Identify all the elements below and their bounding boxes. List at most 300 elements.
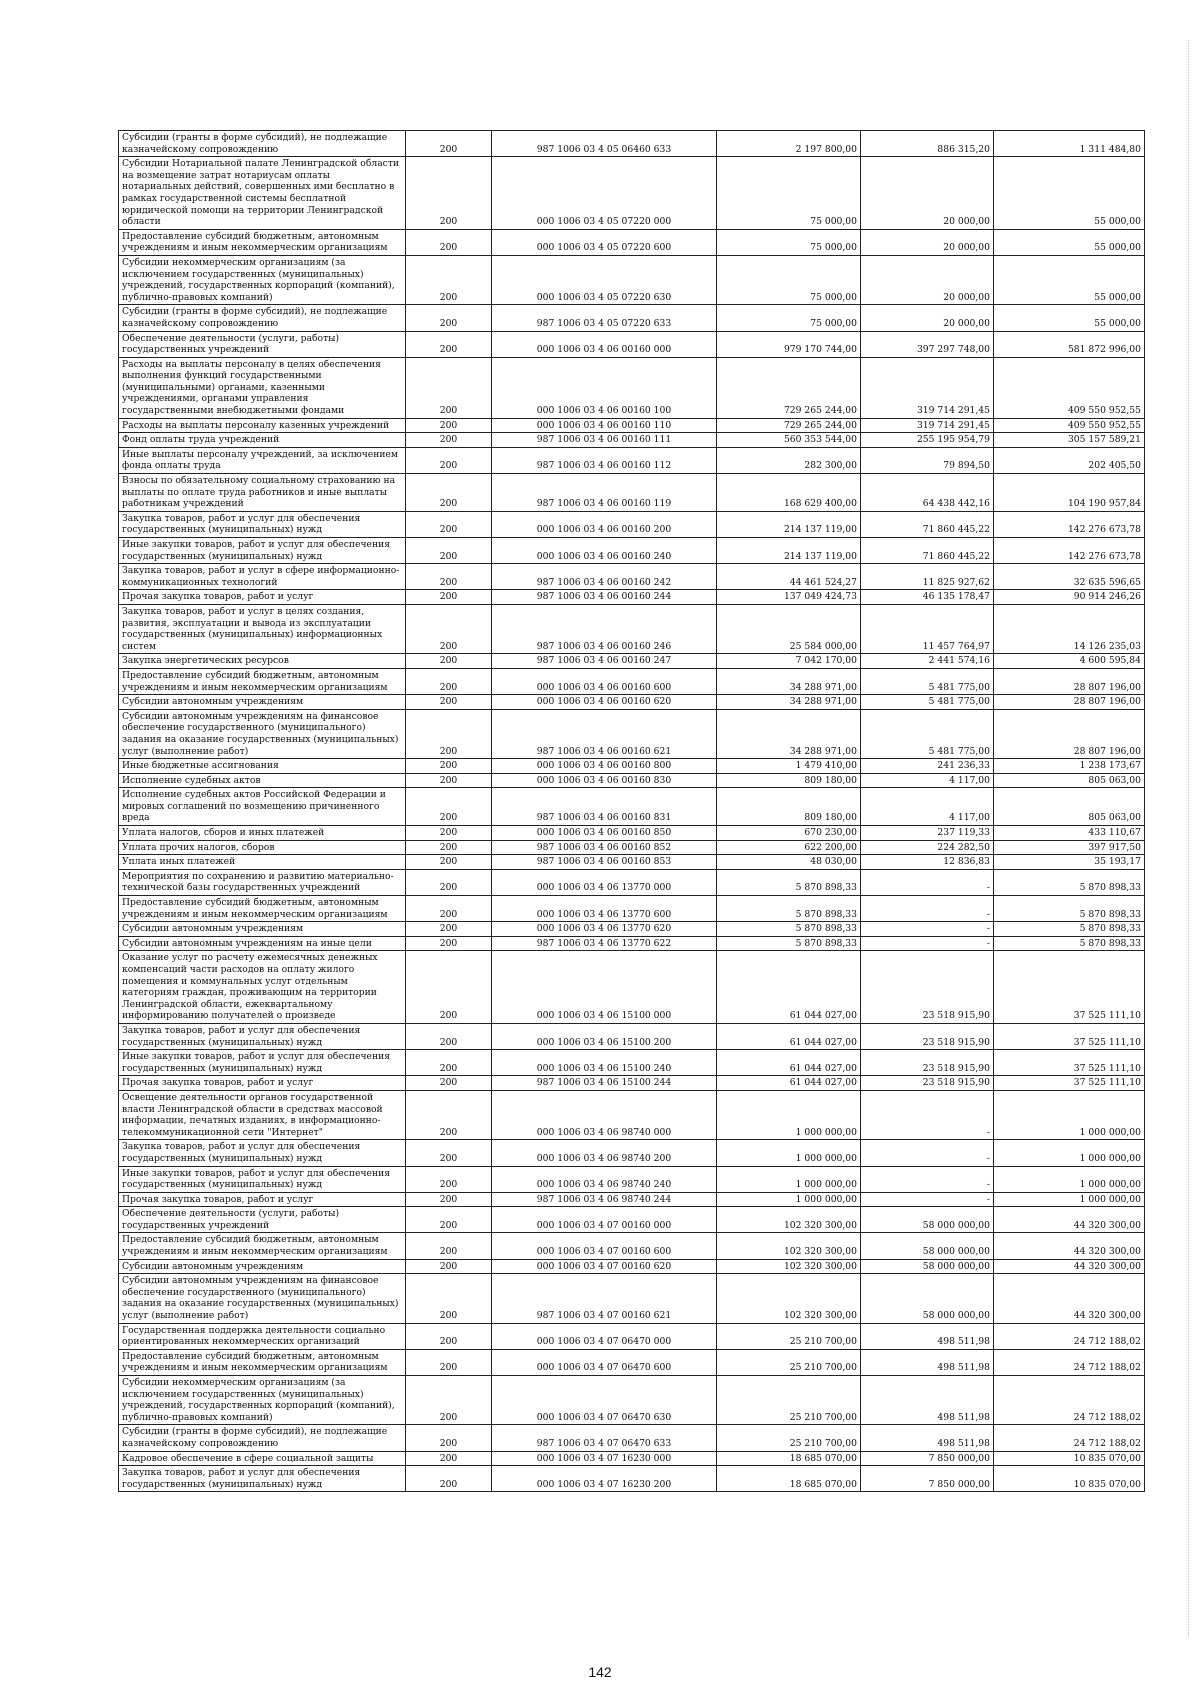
row-remaining-amount-cell: 55 000,00 (994, 157, 1145, 230)
row-classification-code-cell: 000 1006 03 4 06 15100 200 (492, 1023, 717, 1049)
row-name-cell: Прочая закупка товаров, работ и услуг (119, 590, 406, 605)
row-name-cell: Субсидии Нотариальной палате Ленинградской области на возмещение затрат нотариусам оплаты нотариальных действий, совершенных ими бесплатно в рамках государственной системы бесплатной юридической помощи на территории Ленинградской области (119, 157, 406, 230)
row-approved-amount-cell: 25 210 700,00 (717, 1349, 861, 1375)
table-row (119, 1259, 1145, 1274)
row-executed-amount-cell: - (861, 869, 994, 895)
row-approved-amount-cell: 729 265 244,00 (717, 418, 861, 433)
row-classification-code-cell: 000 1006 03 4 07 16230 000 (492, 1451, 717, 1466)
row-name-cell: Исполнение судебных актов Российской Федерации и мировых соглашений по возмещению причиненного вреда (119, 788, 406, 826)
row-line-code-cell: 200 (406, 1349, 492, 1375)
row-remaining-amount-cell: 433 110,67 (994, 826, 1145, 841)
row-name-cell: Кадровое обеспечение в сфере социальной защиты (119, 1451, 406, 1466)
row-name-cell: Иные выплаты персоналу учреждений, за исключением фонда оплаты труда (119, 447, 406, 473)
row-approved-amount-cell: 7 042 170,00 (717, 654, 861, 669)
row-line-code-cell: 200 (406, 896, 492, 922)
row-remaining-amount-cell: 37 525 111,10 (994, 1023, 1145, 1049)
row-remaining-amount-cell: 805 063,00 (994, 788, 1145, 826)
row-classification-code-cell: 000 1006 03 4 06 00160 100 (492, 357, 717, 418)
row-classification-code-cell: 987 1006 03 4 07 06470 633 (492, 1425, 717, 1451)
table-row (119, 1076, 1145, 1091)
row-approved-amount-cell: 1 000 000,00 (717, 1140, 861, 1166)
table-row (119, 1451, 1145, 1466)
row-remaining-amount-cell: 5 870 898,33 (994, 896, 1145, 922)
row-classification-code-cell: 987 1006 03 4 06 15100 244 (492, 1076, 717, 1091)
page-number: 142 (588, 1664, 612, 1680)
row-line-code-cell: 200 (406, 788, 492, 826)
row-remaining-amount-cell: 10 835 070,00 (994, 1466, 1145, 1492)
row-classification-code-cell: 000 1006 03 4 06 00160 620 (492, 695, 717, 710)
row-executed-amount-cell: - (861, 1166, 994, 1192)
row-remaining-amount-cell: 409 550 952,55 (994, 418, 1145, 433)
row-classification-code-cell: 000 1006 03 4 07 06470 000 (492, 1323, 717, 1349)
row-classification-code-cell: 000 1006 03 4 07 06470 600 (492, 1349, 717, 1375)
row-executed-amount-cell: - (861, 1090, 994, 1139)
row-executed-amount-cell: 4 117,00 (861, 788, 994, 826)
row-line-code-cell: 200 (406, 654, 492, 669)
row-executed-amount-cell: 498 511,98 (861, 1323, 994, 1349)
row-line-code-cell: 200 (406, 951, 492, 1024)
row-name-cell: Иные закупки товаров, работ и услуг для обеспечения государственных (муниципальных) нужд (119, 1050, 406, 1076)
row-line-code-cell: 200 (406, 131, 492, 157)
row-approved-amount-cell: 75 000,00 (717, 305, 861, 331)
row-line-code-cell: 200 (406, 1376, 492, 1425)
table-row (119, 1349, 1145, 1375)
row-approved-amount-cell: 1 000 000,00 (717, 1166, 861, 1192)
row-line-code-cell: 200 (406, 1323, 492, 1349)
row-line-code-cell: 200 (406, 1259, 492, 1274)
row-approved-amount-cell: 18 685 070,00 (717, 1451, 861, 1466)
row-line-code-cell: 200 (406, 1050, 492, 1076)
row-classification-code-cell: 000 1006 03 4 07 00160 600 (492, 1233, 717, 1259)
row-executed-amount-cell: 11 457 764,97 (861, 604, 994, 653)
row-approved-amount-cell: 75 000,00 (717, 255, 861, 304)
table-row (119, 1166, 1145, 1192)
row-remaining-amount-cell: 28 807 196,00 (994, 709, 1145, 758)
table-row (119, 511, 1145, 537)
row-approved-amount-cell: 102 320 300,00 (717, 1233, 861, 1259)
row-line-code-cell: 200 (406, 538, 492, 564)
row-name-cell: Субсидии автономным учреждениям (119, 1259, 406, 1274)
row-executed-amount-cell: - (861, 922, 994, 937)
row-line-code-cell: 200 (406, 695, 492, 710)
row-classification-code-cell: 000 1006 03 4 06 13770 600 (492, 896, 717, 922)
table-row (119, 773, 1145, 788)
row-remaining-amount-cell: 55 000,00 (994, 229, 1145, 255)
row-classification-code-cell: 987 1006 03 4 06 00160 244 (492, 590, 717, 605)
row-line-code-cell: 200 (406, 1166, 492, 1192)
row-approved-amount-cell: 25 210 700,00 (717, 1376, 861, 1425)
row-name-cell: Предоставление субсидий бюджетным, автономным учреждениям и иным некоммерческим организациям (119, 668, 406, 694)
row-classification-code-cell: 987 1006 03 4 06 00160 246 (492, 604, 717, 653)
row-line-code-cell: 200 (406, 1274, 492, 1323)
row-name-cell: Оказание услуг по расчету ежемесячных денежных компенсаций части расходов на оплату жилого помещения и коммунальных услуг отдельным категориям граждан, проживающим на территории Ленинградской области, ежеквартальному информированию получателей о произведе (119, 951, 406, 1024)
table-row (119, 1207, 1145, 1233)
row-classification-code-cell: 000 1006 03 4 06 98740 200 (492, 1140, 717, 1166)
row-name-cell: Закупка товаров, работ и услуг для обеспечения государственных (муниципальных) нужд (119, 1140, 406, 1166)
row-line-code-cell: 200 (406, 709, 492, 758)
row-line-code-cell: 200 (406, 474, 492, 512)
row-line-code-cell: 200 (406, 1466, 492, 1492)
row-executed-amount-cell: 58 000 000,00 (861, 1207, 994, 1233)
row-approved-amount-cell: 61 044 027,00 (717, 1023, 861, 1049)
table-row (119, 564, 1145, 590)
row-executed-amount-cell: 319 714 291,45 (861, 357, 994, 418)
row-classification-code-cell: 000 1006 03 4 06 98740 000 (492, 1090, 717, 1139)
table-row (119, 922, 1145, 937)
table-row (119, 447, 1145, 473)
row-classification-code-cell: 987 1006 03 4 06 98740 244 (492, 1192, 717, 1207)
row-approved-amount-cell: 5 870 898,33 (717, 869, 861, 895)
row-remaining-amount-cell: 104 190 957,84 (994, 474, 1145, 512)
row-line-code-cell: 200 (406, 1207, 492, 1233)
row-approved-amount-cell: 809 180,00 (717, 788, 861, 826)
table-row (119, 433, 1145, 448)
table-row (119, 474, 1145, 512)
table-row (119, 157, 1145, 230)
row-remaining-amount-cell: 397 917,50 (994, 840, 1145, 855)
row-remaining-amount-cell: 28 807 196,00 (994, 668, 1145, 694)
row-name-cell: Иные закупки товаров, работ и услуг для обеспечения государственных (муниципальных) нужд (119, 1166, 406, 1192)
table-row (119, 229, 1145, 255)
row-remaining-amount-cell: 5 870 898,33 (994, 936, 1145, 951)
row-executed-amount-cell: 58 000 000,00 (861, 1274, 994, 1323)
row-line-code-cell: 200 (406, 1451, 492, 1466)
row-remaining-amount-cell: 14 126 235,03 (994, 604, 1145, 653)
row-approved-amount-cell: 214 137 119,00 (717, 511, 861, 537)
row-classification-code-cell: 987 1006 03 4 05 06460 633 (492, 131, 717, 157)
table-row (119, 1192, 1145, 1207)
row-approved-amount-cell: 25 584 000,00 (717, 604, 861, 653)
row-executed-amount-cell: 11 825 927,62 (861, 564, 994, 590)
row-classification-code-cell: 000 1006 03 4 07 06470 630 (492, 1376, 717, 1425)
row-executed-amount-cell: 46 135 178,47 (861, 590, 994, 605)
table-row (119, 1274, 1145, 1323)
row-remaining-amount-cell: 55 000,00 (994, 255, 1145, 304)
row-executed-amount-cell: - (861, 1140, 994, 1166)
row-executed-amount-cell: 12 836,83 (861, 855, 994, 870)
row-line-code-cell: 200 (406, 229, 492, 255)
row-remaining-amount-cell: 24 712 188,02 (994, 1376, 1145, 1425)
row-line-code-cell: 200 (406, 936, 492, 951)
row-executed-amount-cell: - (861, 896, 994, 922)
row-executed-amount-cell: 241 236,33 (861, 759, 994, 774)
row-approved-amount-cell: 44 461 524,27 (717, 564, 861, 590)
row-remaining-amount-cell: 44 320 300,00 (994, 1207, 1145, 1233)
row-executed-amount-cell: 237 119,33 (861, 826, 994, 841)
row-remaining-amount-cell: 10 835 070,00 (994, 1451, 1145, 1466)
row-executed-amount-cell: - (861, 1192, 994, 1207)
table-row (119, 840, 1145, 855)
row-name-cell: Уплата прочих налогов, сборов (119, 840, 406, 855)
row-remaining-amount-cell: 90 914 246,26 (994, 590, 1145, 605)
row-classification-code-cell: 000 1006 03 4 06 00160 240 (492, 538, 717, 564)
table-row (119, 788, 1145, 826)
row-remaining-amount-cell: 409 550 952,55 (994, 357, 1145, 418)
row-line-code-cell: 200 (406, 418, 492, 433)
row-line-code-cell: 200 (406, 433, 492, 448)
row-approved-amount-cell: 75 000,00 (717, 229, 861, 255)
row-approved-amount-cell: 560 353 544,00 (717, 433, 861, 448)
row-name-cell: Предоставление субсидий бюджетным, автономным учреждениям и иным некоммерческим организациям (119, 1233, 406, 1259)
row-approved-amount-cell: 670 230,00 (717, 826, 861, 841)
row-line-code-cell: 200 (406, 331, 492, 357)
row-classification-code-cell: 987 1006 03 4 06 00160 621 (492, 709, 717, 758)
row-approved-amount-cell: 102 320 300,00 (717, 1274, 861, 1323)
row-remaining-amount-cell: 44 320 300,00 (994, 1274, 1145, 1323)
table-row (119, 869, 1145, 895)
row-remaining-amount-cell: 581 872 996,00 (994, 331, 1145, 357)
row-classification-code-cell: 987 1006 03 4 07 00160 621 (492, 1274, 717, 1323)
row-executed-amount-cell: 4 117,00 (861, 773, 994, 788)
table-row (119, 1323, 1145, 1349)
row-remaining-amount-cell: 1 000 000,00 (994, 1192, 1145, 1207)
table-row (119, 896, 1145, 922)
row-executed-amount-cell: 498 511,98 (861, 1425, 994, 1451)
row-classification-code-cell: 987 1006 03 4 06 00160 853 (492, 855, 717, 870)
row-remaining-amount-cell: 24 712 188,02 (994, 1349, 1145, 1375)
row-name-cell: Прочая закупка товаров, работ и услуг (119, 1076, 406, 1091)
row-line-code-cell: 200 (406, 1140, 492, 1166)
row-remaining-amount-cell: 55 000,00 (994, 305, 1145, 331)
table-row (119, 759, 1145, 774)
table-row (119, 855, 1145, 870)
row-approved-amount-cell: 979 170 744,00 (717, 331, 861, 357)
row-name-cell: Прочая закупка товаров, работ и услуг (119, 1192, 406, 1207)
row-classification-code-cell: 000 1006 03 4 05 07220 000 (492, 157, 717, 230)
row-executed-amount-cell: 58 000 000,00 (861, 1259, 994, 1274)
table-row (119, 1050, 1145, 1076)
row-classification-code-cell: 000 1006 03 4 07 16230 200 (492, 1466, 717, 1492)
table-row (119, 1376, 1145, 1425)
row-line-code-cell: 200 (406, 869, 492, 895)
row-line-code-cell: 200 (406, 855, 492, 870)
row-approved-amount-cell: 5 870 898,33 (717, 922, 861, 937)
row-name-cell: Субсидии автономным учреждениям на финансовое обеспечение государственного (муниципального) задания на оказание государственных (муниципальных) услуг (выполнение работ) (119, 1274, 406, 1323)
row-line-code-cell: 200 (406, 773, 492, 788)
row-name-cell: Субсидии некоммерческим организациям (за исключением государственных (муниципальных) учреждений, государственных корпораций (компаний), публично-правовых компаний) (119, 255, 406, 304)
row-classification-code-cell: 000 1006 03 4 06 13770 620 (492, 922, 717, 937)
row-executed-amount-cell: 498 511,98 (861, 1376, 994, 1425)
table-row (119, 1023, 1145, 1049)
row-classification-code-cell: 987 1006 03 4 06 13770 622 (492, 936, 717, 951)
row-name-cell: Субсидии автономным учреждениям (119, 922, 406, 937)
row-approved-amount-cell: 34 288 971,00 (717, 709, 861, 758)
row-remaining-amount-cell: 35 193,17 (994, 855, 1145, 870)
table-row (119, 357, 1145, 418)
row-remaining-amount-cell: 1 311 484,80 (994, 131, 1145, 157)
row-name-cell: Иные бюджетные ассигнования (119, 759, 406, 774)
row-line-code-cell: 200 (406, 840, 492, 855)
row-classification-code-cell: 000 1006 03 4 06 00160 110 (492, 418, 717, 433)
row-line-code-cell: 200 (406, 1076, 492, 1091)
row-classification-code-cell: 987 1006 03 4 06 00160 119 (492, 474, 717, 512)
row-classification-code-cell: 000 1006 03 4 06 15100 000 (492, 951, 717, 1024)
row-remaining-amount-cell: 44 320 300,00 (994, 1259, 1145, 1274)
row-remaining-amount-cell: 24 712 188,02 (994, 1425, 1145, 1451)
row-classification-code-cell: 000 1006 03 4 05 07220 630 (492, 255, 717, 304)
row-name-cell: Предоставление субсидий бюджетным, автономным учреждениям и иным некоммерческим организациям (119, 896, 406, 922)
row-approved-amount-cell: 168 629 400,00 (717, 474, 861, 512)
row-approved-amount-cell: 5 870 898,33 (717, 896, 861, 922)
row-line-code-cell: 200 (406, 1023, 492, 1049)
row-approved-amount-cell: 34 288 971,00 (717, 695, 861, 710)
row-executed-amount-cell: 64 438 442,16 (861, 474, 994, 512)
row-approved-amount-cell: 729 265 244,00 (717, 357, 861, 418)
table-row (119, 826, 1145, 841)
row-name-cell: Уплата иных платежей (119, 855, 406, 870)
row-remaining-amount-cell: 1 000 000,00 (994, 1090, 1145, 1139)
row-name-cell: Расходы на выплаты персоналу в целях обеспечения выполнения функций государственными (муниципальными) органами, казенными учреждениями, органами управления государственными внебюджетными фондами (119, 357, 406, 418)
row-name-cell: Закупка товаров, работ и услуг для обеспечения государственных (муниципальных) нужд (119, 1466, 406, 1492)
row-name-cell: Субсидии автономным учреждениям (119, 695, 406, 710)
row-approved-amount-cell: 1 479 410,00 (717, 759, 861, 774)
row-approved-amount-cell: 75 000,00 (717, 157, 861, 230)
row-line-code-cell: 200 (406, 1233, 492, 1259)
table-row (119, 1233, 1145, 1259)
row-name-cell: Субсидии некоммерческим организациям (за исключением государственных (муниципальных) учреждений, государственных корпораций (компаний), публично-правовых компаний) (119, 1376, 406, 1425)
row-line-code-cell: 200 (406, 1425, 492, 1451)
row-approved-amount-cell: 622 200,00 (717, 840, 861, 855)
row-executed-amount-cell: 23 518 915,90 (861, 951, 994, 1024)
row-classification-code-cell: 987 1006 03 4 06 00160 112 (492, 447, 717, 473)
row-remaining-amount-cell: 28 807 196,00 (994, 695, 1145, 710)
row-classification-code-cell: 000 1006 03 4 07 00160 620 (492, 1259, 717, 1274)
row-executed-amount-cell: 5 481 775,00 (861, 709, 994, 758)
row-line-code-cell: 200 (406, 604, 492, 653)
row-line-code-cell: 200 (406, 357, 492, 418)
table-row (119, 1466, 1145, 1492)
table-row (119, 951, 1145, 1024)
row-name-cell: Субсидии (гранты в форме субсидий), не подлежащие казначейскому сопровождению (119, 1425, 406, 1451)
row-remaining-amount-cell: 1 000 000,00 (994, 1140, 1145, 1166)
row-line-code-cell: 200 (406, 1192, 492, 1207)
row-approved-amount-cell: 61 044 027,00 (717, 1050, 861, 1076)
row-remaining-amount-cell: 5 870 898,33 (994, 869, 1145, 895)
row-remaining-amount-cell: 1 000 000,00 (994, 1166, 1145, 1192)
row-name-cell: Закупка товаров, работ и услуг в сфере информационно-коммуникационных технологий (119, 564, 406, 590)
row-approved-amount-cell: 282 300,00 (717, 447, 861, 473)
row-remaining-amount-cell: 4 600 595,84 (994, 654, 1145, 669)
row-executed-amount-cell: 5 481 775,00 (861, 668, 994, 694)
table-row (119, 709, 1145, 758)
row-classification-code-cell: 987 1006 03 4 06 00160 242 (492, 564, 717, 590)
table-row (119, 131, 1145, 157)
row-remaining-amount-cell: 32 635 596,65 (994, 564, 1145, 590)
row-name-cell: Исполнение судебных актов (119, 773, 406, 788)
row-name-cell: Уплата налогов, сборов и иных платежей (119, 826, 406, 841)
row-classification-code-cell: 000 1006 03 4 06 13770 000 (492, 869, 717, 895)
row-approved-amount-cell: 2 197 800,00 (717, 131, 861, 157)
row-approved-amount-cell: 18 685 070,00 (717, 1466, 861, 1492)
scan-edge-line (1188, 40, 1189, 1637)
row-line-code-cell: 200 (406, 1090, 492, 1139)
table-row (119, 668, 1145, 694)
row-name-cell: Закупка товаров, работ и услуг в целях создания, развития, эксплуатации и вывода из эксплуатации государственных (муниципальных) информационных систем (119, 604, 406, 653)
row-classification-code-cell: 000 1006 03 4 06 00160 830 (492, 773, 717, 788)
row-name-cell: Субсидии (гранты в форме субсидий), не подлежащие казначейскому сопровождению (119, 305, 406, 331)
row-classification-code-cell: 987 1006 03 4 06 00160 111 (492, 433, 717, 448)
table-body (119, 131, 1145, 1492)
table-row (119, 1090, 1145, 1139)
row-executed-amount-cell: 71 860 445,22 (861, 538, 994, 564)
row-line-code-cell: 200 (406, 759, 492, 774)
row-remaining-amount-cell: 142 276 673,78 (994, 538, 1145, 564)
row-approved-amount-cell: 137 049 424,73 (717, 590, 861, 605)
table-row (119, 604, 1145, 653)
row-remaining-amount-cell: 1 238 173,67 (994, 759, 1145, 774)
table-row (119, 538, 1145, 564)
row-name-cell: Фонд оплаты труда учреждений (119, 433, 406, 448)
budget-execution-table (118, 130, 1145, 1492)
row-executed-amount-cell: 7 850 000,00 (861, 1451, 994, 1466)
row-executed-amount-cell: 20 000,00 (861, 157, 994, 230)
row-remaining-amount-cell: 142 276 673,78 (994, 511, 1145, 537)
row-line-code-cell: 200 (406, 564, 492, 590)
table-row (119, 331, 1145, 357)
row-classification-code-cell: 987 1006 03 4 05 07220 633 (492, 305, 717, 331)
row-executed-amount-cell: 319 714 291,45 (861, 418, 994, 433)
row-executed-amount-cell: 20 000,00 (861, 305, 994, 331)
row-name-cell: Субсидии автономным учреждениям на иные цели (119, 936, 406, 951)
row-approved-amount-cell: 1 000 000,00 (717, 1192, 861, 1207)
row-line-code-cell: 200 (406, 826, 492, 841)
row-name-cell: Предоставление субсидий бюджетным, автономным учреждениям и иным некоммерческим организациям (119, 1349, 406, 1375)
row-name-cell: Обеспечение деятельности (услуги, работы) государственных учреждений (119, 331, 406, 357)
row-line-code-cell: 200 (406, 922, 492, 937)
table-row (119, 255, 1145, 304)
row-name-cell: Взносы по обязательному социальному страхованию на выплаты по оплате труда работников и иные выплаты работникам учреждений (119, 474, 406, 512)
row-remaining-amount-cell: 44 320 300,00 (994, 1233, 1145, 1259)
row-classification-code-cell: 987 1006 03 4 06 00160 831 (492, 788, 717, 826)
row-name-cell: Обеспечение деятельности (услуги, работы) государственных учреждений (119, 1207, 406, 1233)
row-executed-amount-cell: 79 894,50 (861, 447, 994, 473)
row-remaining-amount-cell: 305 157 589,21 (994, 433, 1145, 448)
row-executed-amount-cell: 2 441 574,16 (861, 654, 994, 669)
row-approved-amount-cell: 61 044 027,00 (717, 951, 861, 1024)
row-remaining-amount-cell: 37 525 111,10 (994, 1050, 1145, 1076)
row-approved-amount-cell: 34 288 971,00 (717, 668, 861, 694)
row-approved-amount-cell: 809 180,00 (717, 773, 861, 788)
table-row (119, 936, 1145, 951)
row-classification-code-cell: 000 1006 03 4 06 00160 800 (492, 759, 717, 774)
row-classification-code-cell: 000 1006 03 4 07 00160 000 (492, 1207, 717, 1233)
row-approved-amount-cell: 214 137 119,00 (717, 538, 861, 564)
table-row (119, 305, 1145, 331)
row-executed-amount-cell: - (861, 936, 994, 951)
row-name-cell: Иные закупки товаров, работ и услуг для обеспечения государственных (муниципальных) нужд (119, 538, 406, 564)
row-executed-amount-cell: 20 000,00 (861, 255, 994, 304)
row-approved-amount-cell: 48 030,00 (717, 855, 861, 870)
table-row (119, 654, 1145, 669)
row-executed-amount-cell: 255 195 954,79 (861, 433, 994, 448)
row-name-cell: Расходы на выплаты персоналу казенных учреждений (119, 418, 406, 433)
row-name-cell: Субсидии автономным учреждениям на финансовое обеспечение государственного (муниципального) задания на оказание государственных (муниципальных) услуг (выполнение работ) (119, 709, 406, 758)
row-remaining-amount-cell: 37 525 111,10 (994, 1076, 1145, 1091)
row-line-code-cell: 200 (406, 447, 492, 473)
table-row (119, 695, 1145, 710)
row-line-code-cell: 200 (406, 668, 492, 694)
row-approved-amount-cell: 25 210 700,00 (717, 1323, 861, 1349)
row-name-cell: Освещение деятельности органов государственной власти Ленинградской области в средствах массовой информации, печатных изданиях, в информационно-телекоммуникационной сети "Интернет" (119, 1090, 406, 1139)
table-row (119, 590, 1145, 605)
row-line-code-cell: 200 (406, 157, 492, 230)
row-remaining-amount-cell: 202 405,50 (994, 447, 1145, 473)
row-name-cell: Субсидии (гранты в форме субсидий), не подлежащие казначейскому сопровождению (119, 131, 406, 157)
row-classification-code-cell: 000 1006 03 4 06 00160 850 (492, 826, 717, 841)
table-row (119, 1140, 1145, 1166)
row-approved-amount-cell: 1 000 000,00 (717, 1090, 861, 1139)
row-classification-code-cell: 987 1006 03 4 06 00160 852 (492, 840, 717, 855)
